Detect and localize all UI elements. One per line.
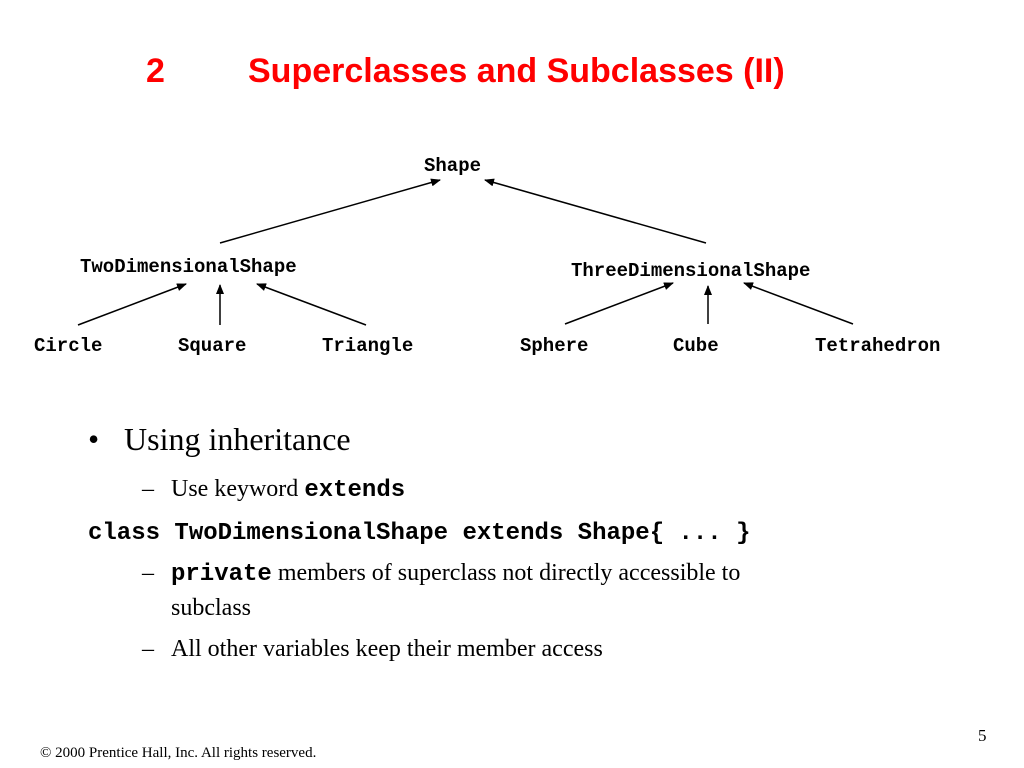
- node-tetrahedron: Tetrahedron: [815, 335, 941, 357]
- node-three-dimensional-shape: ThreeDimensionalShape: [571, 260, 811, 282]
- node-circle: Circle: [34, 335, 103, 357]
- code-line: class TwoDimensionalShape extends Shape{ ... }: [88, 520, 751, 547]
- sub-item-extends: [142, 474, 406, 504]
- keyword-private: private: [171, 561, 272, 588]
- arrow-triangle-to-twodim: [257, 284, 366, 325]
- arrow-circle-to-twodim: [78, 284, 186, 325]
- arrow-sphere-to-threedim: [565, 283, 673, 324]
- copyright-symbol: ©: [40, 745, 52, 761]
- bullet-text: Using inheritance: [124, 421, 351, 457]
- copyright-text: 2000 Prentice Hall, Inc. All rights reserved.: [51, 745, 317, 761]
- arrow-tetrahedron-to-threedim: [744, 283, 853, 324]
- sub-item-text: Use keyword: [171, 476, 305, 502]
- sub-item-text: members of superclass not directly accessible to: [271, 560, 741, 586]
- copyright-footer: [40, 744, 316, 762]
- sub-item-private: [142, 558, 741, 621]
- dash-symbol: –: [142, 636, 154, 662]
- sub-item-access: [142, 634, 603, 664]
- bullet-item: [88, 420, 351, 458]
- node-shape: Shape: [424, 155, 482, 177]
- dash-symbol: –: [142, 560, 154, 586]
- slide-number: 2: [146, 52, 165, 90]
- bullet-symbol: •: [88, 421, 100, 457]
- keyword-extends: extends: [304, 477, 406, 504]
- arrow-threedim-to-shape: [485, 180, 706, 243]
- sub-item-text: All other variables keep their member access: [171, 636, 603, 662]
- sub-item-text-continued: subclass: [171, 595, 251, 621]
- node-triangle: Triangle: [322, 335, 414, 357]
- slide-title-text: Superclasses and Subclasses (II): [248, 52, 785, 90]
- arrow-twodim-to-shape: [220, 180, 440, 243]
- node-sphere: Sphere: [520, 335, 589, 357]
- node-square: Square: [178, 335, 247, 357]
- page-number: 5: [978, 726, 987, 745]
- dash-symbol: –: [142, 476, 154, 502]
- node-cube: Cube: [673, 335, 719, 357]
- node-two-dimensional-shape: TwoDimensionalShape: [80, 256, 297, 278]
